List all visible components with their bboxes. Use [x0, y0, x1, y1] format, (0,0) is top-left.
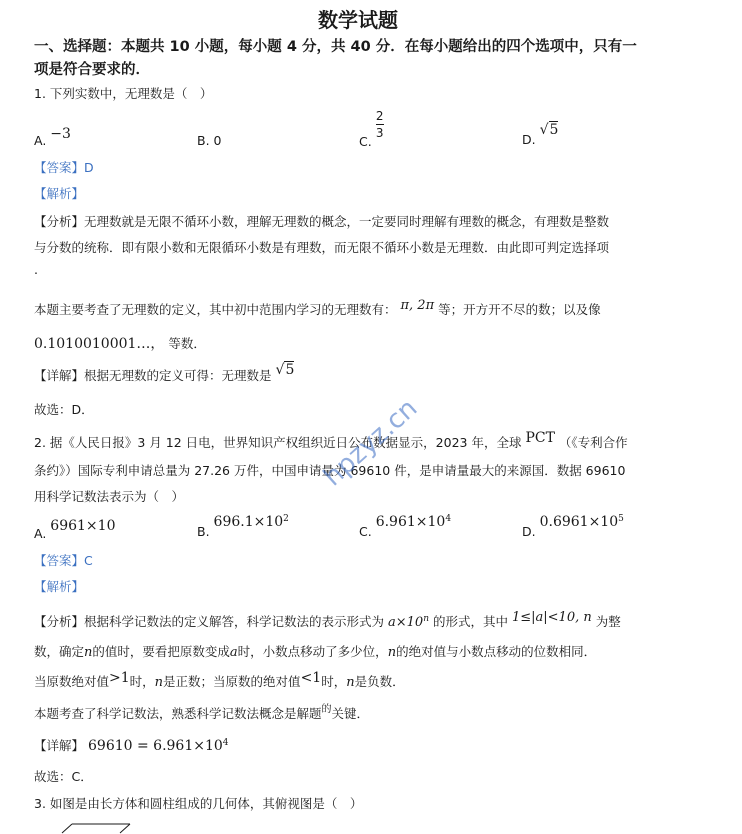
q1-analysis-line1: 【分析】无理数就是无限不循环小数，理解无理数的概念，一定要同时理解有理数的概念，有理数是整数 [34, 214, 610, 229]
q2-stem-line2: 条约》）国际专利申请总量为 27.26 万件，中国申请量为 69610 件，是申请量最大的来源国．数据 69610 [34, 463, 626, 478]
q1-option-a-label: A. [34, 133, 47, 148]
q2-option-d-value: 0.6961×10 [539, 514, 619, 530]
q2-answer: 【答案】C [34, 553, 93, 568]
watermark: hpzyz.cn [318, 393, 424, 493]
q1-option-c-fraction [376, 110, 384, 139]
q2-option-b: B. $696.1\times 10^2$ [197, 513, 289, 539]
q2-option-b-value: 696.1×10 [213, 514, 284, 530]
q2-summary: 本题考查了科学记数法，熟悉科学记数法概念是解题$^的$关键． [34, 704, 370, 721]
q1-option-a-value: −3 [50, 126, 71, 142]
q1-stem: 1. 下列实数中，无理数是（ ） [34, 86, 213, 101]
q2-analysis-line1: 【分析】根据科学记数法的定义解答，科学记数法的表示形式为 $a\times 10^n$ 的形式，其中 1≤|a|<10, n 为整 [34, 610, 621, 630]
q2-analysis-line2: 数，确定n的值时，要看把原数变成a时，小数点移动了多少位，n的绝对值与小数点移动的位数相同． [34, 644, 597, 660]
q1-option-c-denominator: 3 [375, 126, 384, 140]
q1-analysis-tag: 【分析】 [34, 214, 85, 229]
q1-option-d-radicand: 5 [549, 122, 559, 138]
q1-option-a [34, 126, 71, 149]
q1-analysis-line3: . [34, 262, 38, 277]
q1-option-c-label: C. [359, 134, 372, 149]
q2-option-c: C. $6.961\times 10^4$ [359, 513, 452, 539]
q2-option-a: A. 6961×10 [34, 518, 116, 541]
q2-detail-math: 69610 = 6.961×10 [88, 738, 223, 754]
q1-jiexi: 【解析】 [34, 186, 85, 201]
page-title: 数学试题 [318, 8, 398, 32]
q1-detail: 【详解】根据无理数的定义可得：无理数是 √5 [34, 362, 295, 383]
q2-analysis-line3: 当原数绝对值>1时，n是正数；当原数的绝对值<1时，n是负数． [34, 670, 405, 690]
q2-stem-line1: 2. 据《人民日报》3 月 12 日电，世界知识产权组织近日公布数据显示，2023 年，全球 PCT （《专利合作 [34, 430, 628, 450]
section-heading: 一、选择题：本题共 10 小题，每小题 4 分，共 40 分．在每小题给出的四个选项中，只有一 [34, 39, 637, 55]
q1-detail-tag: 【详解】 [34, 368, 85, 383]
q1-option-d [522, 122, 559, 147]
q2-sci-form: a×10 [388, 615, 424, 630]
q2-detail-tag: 【详解】 [34, 738, 85, 753]
q1-conclusion: 故选：D． [34, 402, 94, 417]
q1-detail-sqrt: √5 [275, 362, 295, 378]
q1-option-b: B. 0 [197, 133, 222, 148]
q1-option-d-sqrt: √5 [539, 122, 559, 138]
q2-option-d: D. $0.6961\times 10^5$ [522, 513, 624, 539]
q2-option-c-value: 6.961×10 [375, 514, 446, 530]
q1-analysis-line2: 与分数的统称．即有限小数和无限循环小数是有理数，而无限不循环小数是无理数．由此即可判定选择项 [34, 240, 610, 255]
q1-option-c-numerator: 2 [375, 109, 384, 123]
q2-jiexi: 【解析】 [34, 579, 85, 594]
q1-summary-line2: 0.1010010001…， 等数． [34, 336, 206, 352]
q2-detail: 【详解】 $69610 = 6.961\times 10^4$ [34, 737, 229, 754]
q1-summary-line1: 本题主要考查了无理数的定义，其中初中范围内学习的无理数有： π, 2π 等；开方开不尽的数；以及像 [34, 298, 601, 317]
q2-condition: 1≤|a|<10, n [511, 610, 592, 625]
q1-option-c [359, 108, 384, 149]
q3-figure-partial [58, 822, 138, 834]
section-heading-cont: 项是符合要求的． [34, 62, 150, 78]
q2-stem-line3: 用科学记数法表示为（ ） [34, 489, 185, 504]
q3-stem: 3. 如图是由长方体和圆柱组成的几何体，其俯视图是（ ） [34, 796, 363, 811]
q1-summary-number: 0.1010010001…， [34, 336, 165, 352]
q1-answer: 【答案】D [34, 160, 94, 175]
q2-analysis-tag: 【分析】 [34, 614, 85, 629]
q1-summary-math: π, 2π [400, 298, 435, 313]
q1-option-d-label: D. [522, 132, 536, 147]
q2-pct: PCT [525, 430, 555, 446]
q2-option-a-value: 6961×10 [50, 518, 116, 534]
q2-conclusion: 故选：C． [34, 769, 93, 784]
